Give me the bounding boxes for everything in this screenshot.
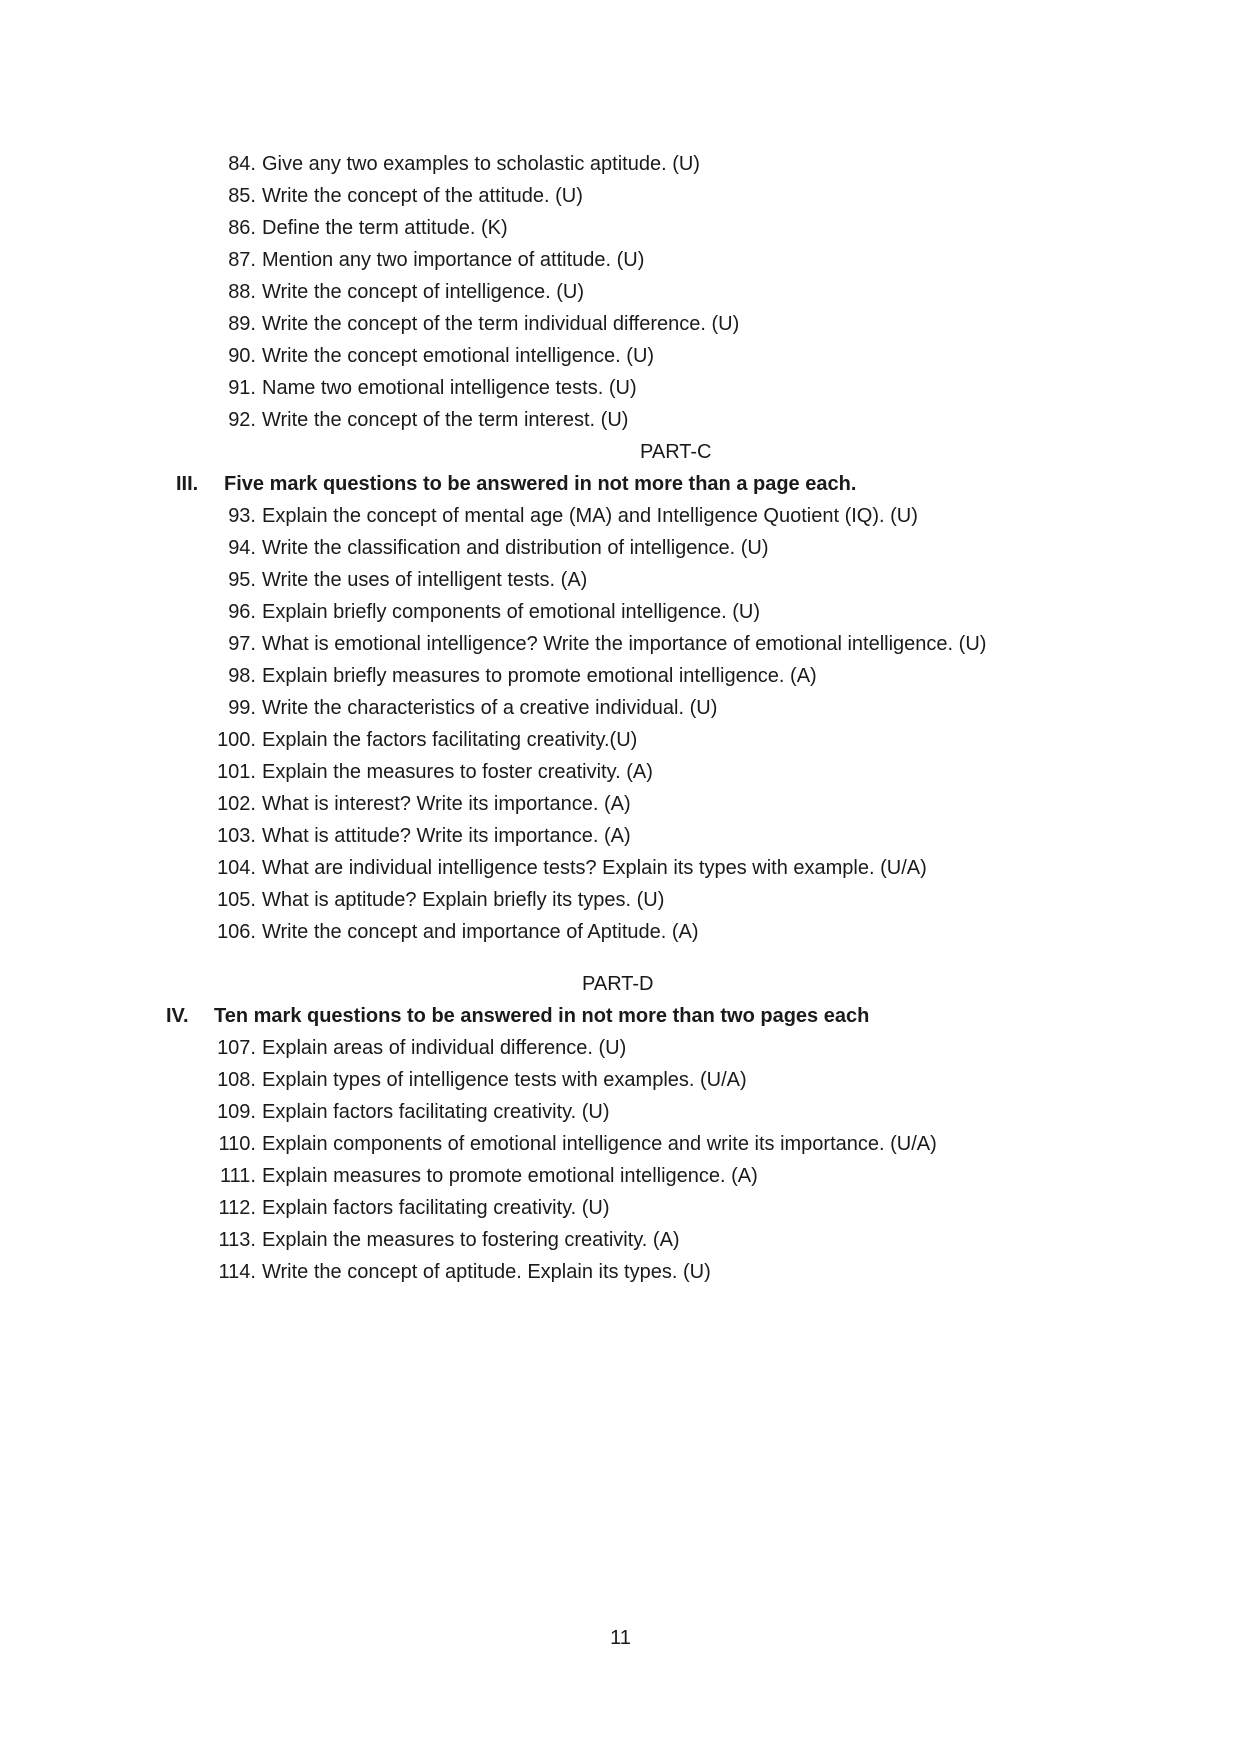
part-c-section	[0, 436, 1241, 948]
question-item	[0, 692, 1241, 724]
question-item	[0, 596, 1241, 628]
question-item	[0, 628, 1241, 660]
question-number: 107.	[217, 1037, 256, 1059]
question-number: 106.	[217, 921, 256, 943]
question-text: Explain types of intelligence tests with examples. (U/A)	[262, 1069, 747, 1091]
question-item	[0, 660, 1241, 692]
part-d-roman-numeral: IV.	[166, 1005, 189, 1027]
part-d-instruction: Ten mark questions to be answered in not more than two pages each	[214, 1005, 870, 1027]
question-text: Define the term attitude. (K)	[262, 217, 508, 239]
question-text: Explain the measures to fostering creativity. (A)	[262, 1229, 680, 1251]
question-text: Write the concept of intelligence. (U)	[262, 281, 585, 303]
question-item	[0, 788, 1241, 820]
part-c-heading	[0, 468, 1241, 500]
question-text: What is interest? Write its importance. (A)	[262, 793, 631, 815]
question-number: 102.	[217, 793, 256, 815]
part-d-title: PART-D	[582, 973, 654, 995]
question-item	[0, 180, 1241, 212]
question-number: 96.	[228, 601, 256, 623]
question-text: Explain briefly components of emotional intelligence. (U)	[262, 601, 761, 623]
question-number: 100.	[217, 729, 256, 751]
question-number: 103.	[217, 825, 256, 847]
question-number: 88.	[228, 281, 256, 303]
question-number: 105.	[217, 889, 256, 911]
question-number: 109.	[217, 1101, 256, 1123]
question-text: Write the classification and distribution of intelligence. (U)	[262, 537, 769, 559]
part-b-questions	[0, 148, 1241, 436]
part-d-heading	[0, 1000, 1241, 1032]
question-text: Write the concept emotional intelligence. (U)	[262, 345, 655, 367]
part-c-questions	[0, 500, 1241, 948]
question-item	[0, 564, 1241, 596]
question-item	[0, 1032, 1241, 1064]
question-item	[0, 404, 1241, 436]
question-number: 92.	[228, 409, 256, 431]
question-number: 113.	[218, 1229, 256, 1251]
question-text: What are individual intelligence tests? Explain its types with example. (U/A)	[262, 857, 927, 879]
question-number: 111.	[220, 1165, 256, 1187]
question-item	[0, 1192, 1241, 1224]
question-text: Explain areas of individual difference. (U)	[262, 1037, 627, 1059]
question-item	[0, 884, 1241, 916]
question-text: Explain the factors facilitating creativity.(U)	[262, 729, 638, 751]
question-number: 110.	[218, 1133, 256, 1155]
question-number: 98.	[228, 665, 256, 687]
question-text: Write the uses of intelligent tests. (A)	[262, 569, 588, 591]
question-number: 108.	[217, 1069, 256, 1091]
question-number: 86.	[228, 217, 256, 239]
question-item	[0, 724, 1241, 756]
question-text: Explain factors facilitating creativity. (U)	[262, 1197, 610, 1219]
question-item	[0, 212, 1241, 244]
question-text: Explain briefly measures to promote emotional intelligence. (A)	[262, 665, 817, 687]
question-item	[0, 1064, 1241, 1096]
question-text: Write the concept of aptitude. Explain its types. (U)	[262, 1261, 711, 1283]
question-item	[0, 1224, 1241, 1256]
question-item	[0, 308, 1241, 340]
part-d-section	[0, 968, 1241, 1288]
question-text: Explain measures to promote emotional intelligence. (A)	[262, 1165, 758, 1187]
question-number: 84.	[228, 153, 256, 175]
question-item	[0, 1256, 1241, 1288]
question-text: Write the concept of the term interest. (U)	[262, 409, 629, 431]
question-item	[0, 1160, 1241, 1192]
question-number: 85.	[228, 185, 256, 207]
question-number: 94.	[228, 537, 256, 559]
part-d-questions	[0, 1032, 1241, 1288]
question-number: 91.	[228, 377, 256, 399]
question-text: Name two emotional intelligence tests. (U)	[262, 377, 637, 399]
question-item	[0, 276, 1241, 308]
question-number: 89.	[228, 313, 256, 335]
page-number: 11	[610, 1627, 631, 1649]
question-number: 93.	[228, 505, 256, 527]
part-c-instruction: Five mark questions to be answered in not more than a page each.	[224, 473, 857, 495]
question-number: 87.	[228, 249, 256, 271]
question-text: Write the concept of the term individual difference. (U)	[262, 313, 740, 335]
question-item	[0, 1128, 1241, 1160]
question-text: Explain factors facilitating creativity. (U)	[262, 1101, 610, 1123]
question-text: Explain the concept of mental age (MA) and Intelligence Quotient (IQ). (U)	[262, 505, 918, 527]
question-number: 99.	[228, 697, 256, 719]
question-item	[0, 244, 1241, 276]
question-number: 90.	[228, 345, 256, 367]
part-c-title: PART-C	[640, 441, 712, 463]
question-text: Explain the measures to foster creativity. (A)	[262, 761, 653, 783]
question-text: Write the concept of the attitude. (U)	[262, 185, 583, 207]
part-c-roman-numeral: III.	[176, 473, 199, 495]
question-item	[0, 148, 1241, 180]
question-item	[0, 756, 1241, 788]
question-text: Write the concept and importance of Aptitude. (A)	[262, 921, 699, 943]
question-text: Explain components of emotional intelligence and write its importance. (U/A)	[262, 1133, 937, 1155]
question-text: Give any two examples to scholastic aptitude. (U)	[262, 153, 700, 175]
question-item	[0, 820, 1241, 852]
question-number: 95.	[228, 569, 256, 591]
question-number: 97.	[228, 633, 256, 655]
question-item	[0, 340, 1241, 372]
question-text: What is attitude? Write its importance. (A)	[262, 825, 631, 847]
question-number: 104.	[217, 857, 256, 879]
question-item	[0, 372, 1241, 404]
question-item	[0, 916, 1241, 948]
question-item	[0, 1096, 1241, 1128]
question-number: 112.	[218, 1197, 256, 1219]
question-number: 114.	[218, 1261, 256, 1283]
question-text: Write the characteristics of a creative individual. (U)	[262, 697, 718, 719]
question-item	[0, 532, 1241, 564]
question-number: 101.	[217, 761, 256, 783]
question-item	[0, 852, 1241, 884]
question-text: What is emotional intelligence? Write the importance of emotional intelligence. (U)	[262, 633, 987, 655]
question-item	[0, 500, 1241, 532]
question-text: What is aptitude? Explain briefly its types. (U)	[262, 889, 665, 911]
question-text: Mention any two importance of attitude. (U)	[262, 249, 645, 271]
